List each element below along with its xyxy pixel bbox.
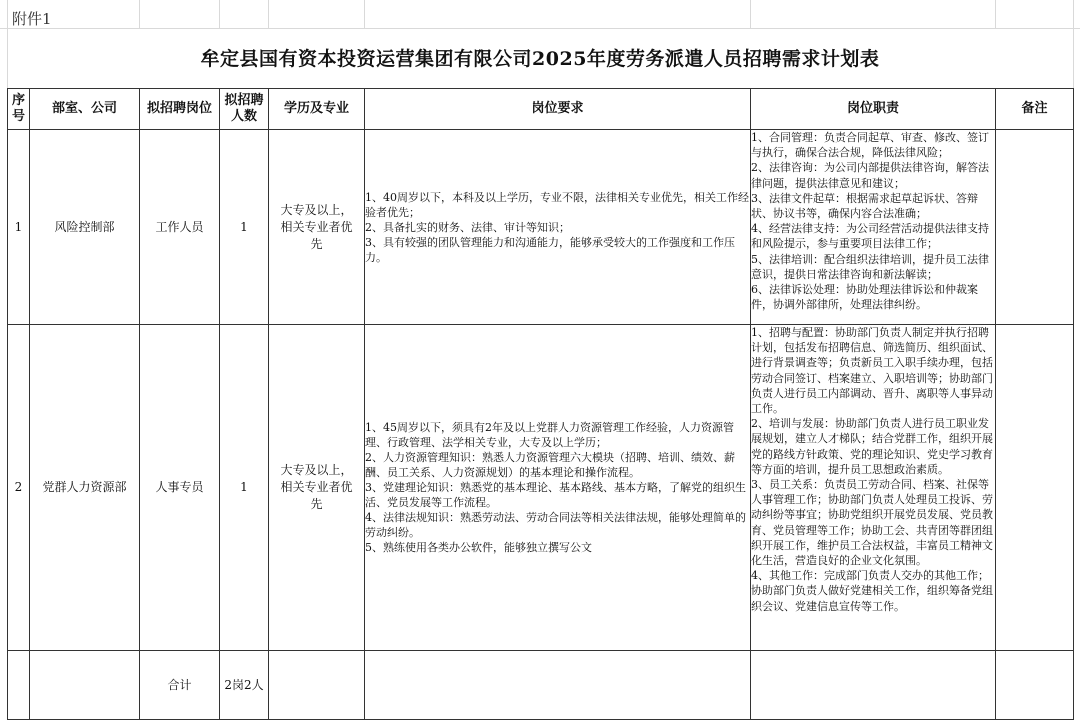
row-position: 人事专员 (140, 325, 220, 651)
row-remarks (996, 130, 1074, 325)
duty-item: 2、培训与发展：协助部门负责人进行员工职业发展规划，建立人才梯队；结合党群工作，组织开展党的路线方针政策、党的理论知识、党史学习教育等方面的培训，提升员工思想政治素质。 (751, 417, 993, 476)
duty-item: 2、法律咨询：为公司内部提供法律咨询，解答法律问题，提供法律意见和建议； (751, 161, 989, 190)
header-seq: 序号 (8, 89, 30, 130)
requirement-item: 2、人力资源管理知识：熟悉人力资源管理六大模块（招聘、培训、绩效、薪酬、员工关系、人力资源规划）的基本理论和操作流程。 (365, 451, 735, 479)
total-label: 合计 (140, 651, 220, 720)
duty-item: 1、招聘与配置：协助部门负责人制定并执行招聘计划，包括发布招聘信息、筛选简历、组织面试、进行背景调查等；负责新员工入职手续办理，包括劳动合同签订、档案建立、入职培训等；协助部门负责人进行员工内部调动、晋升、离职等人事异动工作。 (751, 326, 993, 416)
header-duties: 岗位职责 (751, 89, 996, 130)
duty-item: 3、法律文件起草：根据需求起草起诉状、答辩状、协议书等，确保内容合法准确； (751, 191, 978, 221)
row-position: 工作人员 (140, 130, 220, 325)
requirement-item: 1、45周岁以下，须具有2年及以上党群人力资源管理工作经验，人力资源管理、行政管理、法学相关专业，大专及以上学历； (365, 421, 734, 449)
row-seq: 1 (8, 130, 30, 325)
row-education: 大专及以上，相关专业者优先 (269, 325, 365, 651)
row-seq: 2 (8, 325, 30, 651)
header-position: 拟招聘岗位 (140, 89, 220, 130)
duty-item: 5、法律培训：配合组织法律培训，提升员工法律意识，提供日常法律咨询和新法解读； (751, 252, 989, 281)
page-title: 牟定县国有资本投资运营集团有限公司2025年度劳务派遣人员招聘需求计划表 (200, 48, 880, 70)
total-value: 2岗2人 (220, 651, 269, 720)
requirement-item: 3、具有较强的团队管理能力和沟通能力，能够承受较大的工作强度和工作压力。 (365, 235, 735, 264)
duty-item: 4、经营法律支持：为公司经营活动提供法律支持和风险提示，参与重要项目法律工作； (751, 222, 989, 251)
requirement-item: 4、法律法规知识：熟悉劳动法、劳动合同法等相关法律法规，能够处理简单的劳动纠纷。 (365, 511, 746, 539)
requirement-item: 1、40周岁以下，本科及以上学历，专业不限，法律相关专业优先，相关工作经验者优先； (365, 190, 749, 219)
header-requirements: 岗位要求 (365, 89, 751, 130)
header-education: 学历及专业 (269, 89, 365, 130)
requirement-item: 3、党建理论知识：熟悉党的基本理论、基本路线、基本方略，了解党的组织生活、党员发展等工作流程。 (365, 481, 746, 509)
table-row (8, 325, 1074, 651)
header-count: 拟招聘人数 (220, 89, 269, 130)
row-requirements (365, 325, 751, 651)
requirement-item: 5、熟练使用各类办公软件，能够独立撰写公文 (365, 541, 592, 554)
duty-item: 3、员工关系：负责员工劳动合同、档案、社保等人事管理工作；协助部门负责人处理员工投诉、劳动纠纷等事宜；协助党组织开展党员发展、党员教育、党员管理等工作；协助工会、共青团等群团组织开展工作，维护员工合法权益，丰富员工精神文化生活，营造良好的企业文化氛围。 (751, 478, 993, 568)
row-requirements (365, 130, 751, 325)
requirement-item: 2、具备扎实的财务、法律、审计等知识； (365, 220, 570, 234)
row-education: 大专及以上，相关专业者优先 (269, 130, 365, 325)
row-duties (751, 325, 996, 651)
row-dept: 党群人力资源部 (30, 325, 140, 651)
duty-item: 6、法律诉讼处理：协助处理法律诉讼和仲裁案件，协调外部律所，处理法律纠纷。 (751, 283, 978, 312)
total-row (8, 651, 1074, 720)
duty-item: 1、合同管理：负责合同起草、审查、修改、签订与执行，确保合法合规，降低法律风险； (751, 131, 989, 160)
recruitment-plan-table (7, 88, 1074, 720)
table-row (8, 130, 1074, 325)
row-count: 1 (220, 325, 269, 651)
row-count: 1 (220, 130, 269, 325)
header-dept: 部室、公司 (30, 89, 140, 130)
row-remarks (996, 325, 1074, 651)
row-duties (751, 130, 996, 325)
header-row (8, 89, 1074, 130)
duty-item: 4、其他工作：完成部门负责人交办的其他工作；协助部门负责人做好党建相关工作，组织筹备党组织会议、党建信息宣传等工作。 (751, 569, 993, 613)
row-dept: 风险控制部 (30, 130, 140, 325)
header-remarks: 备注 (996, 89, 1074, 130)
annex-label: 附件1 (12, 10, 52, 28)
